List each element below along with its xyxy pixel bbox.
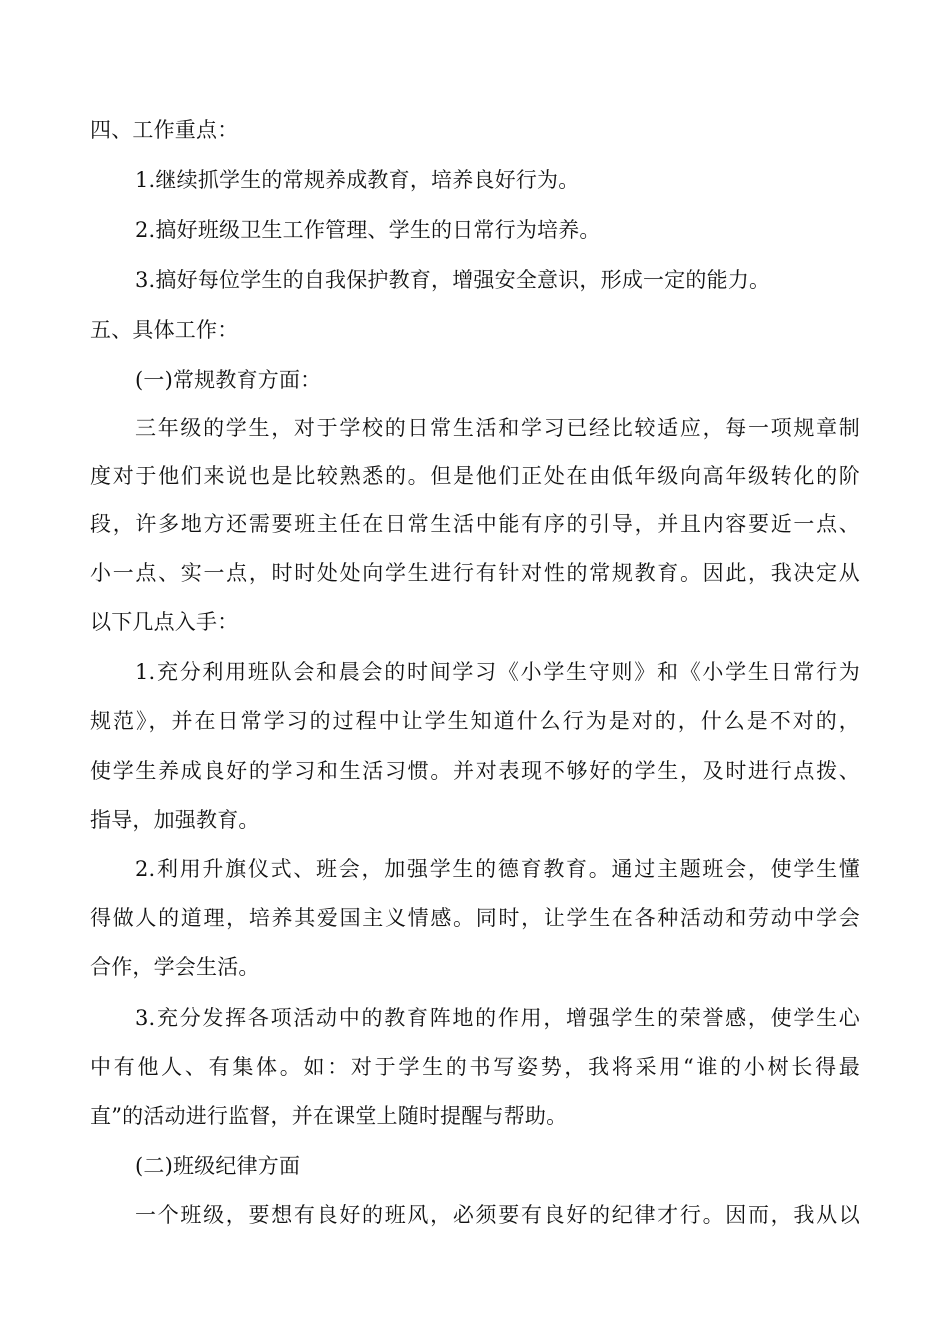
subheading-routine-education: (一)常规教育方面： [135,368,322,392]
section-heading-specific-work: 五、具体工作： [90,318,239,342]
paragraph-line: 合作，学会生活。 [90,955,260,979]
paragraph-line: 度对于他们来说也是比较熟悉的。但是他们正处在由低年级向高年级转化的阶 [90,464,860,488]
paragraph-line: 中有他人、有集体。如：对于学生的书写姿势，我将采用“谁的小树长得最 [90,1055,860,1079]
paragraph-line: 规范》，并在日常学习的过程中让学生知道什么行为是对的，什么是不对的， [90,709,860,733]
paragraph-line: 1.充分利用班队会和晨会的时间学习《小学生守则》和《小学生日常行为 [135,660,860,684]
paragraph-line: 2.利用升旗仪式、班会，加强学生的德育教育。通过主题班会，使学生懂 [135,857,860,881]
paragraph-line: 小一点、实一点，时时处处向学生进行有针对性的常规教育。因此，我决定从 [90,561,860,585]
paragraph-line: 以下几点入手： [90,610,239,634]
paragraph-line: 3.充分发挥各项活动中的教育阵地的作用，增强学生的荣誉感，使学生心 [135,1006,860,1030]
focus-item-2: 2.搞好班级卫生工作管理、学生的日常行为培养。 [135,218,601,242]
focus-item-1: 1.继续抓学生的常规养成教育，培养良好行为。 [135,168,580,192]
focus-item-3: 3.搞好每位学生的自我保护教育，增强安全意识，形成一定的能力。 [135,268,771,292]
paragraph-line: 一个班级，要想有良好的班风，必须要有良好的纪律才行。因而，我从以 [135,1203,860,1227]
paragraph-line: 指导，加强教育。 [90,808,260,832]
paragraph-line: 得做人的道理，培养其爱国主义情感。同时，让学生在各种活动和劳动中学会 [90,906,860,930]
paragraph-line: 使学生养成良好的学习和生活习惯。并对表现不够好的学生，及时进行点拨、 [90,759,860,783]
subheading-class-discipline: (二)班级纪律方面 [135,1154,301,1178]
section-heading-work-focus: 四、工作重点： [90,118,239,142]
paragraph-line: 直”的活动进行监督，并在课堂上随时提醒与帮助。 [90,1104,568,1128]
paragraph-line: 三年级的学生，对于学校的日常生活和学习已经比较适应，每一项规章制 [135,416,860,440]
paragraph-line: 段，许多地方还需要班主任在日常生活中能有序的引导，并且内容要近一点、 [90,512,860,536]
